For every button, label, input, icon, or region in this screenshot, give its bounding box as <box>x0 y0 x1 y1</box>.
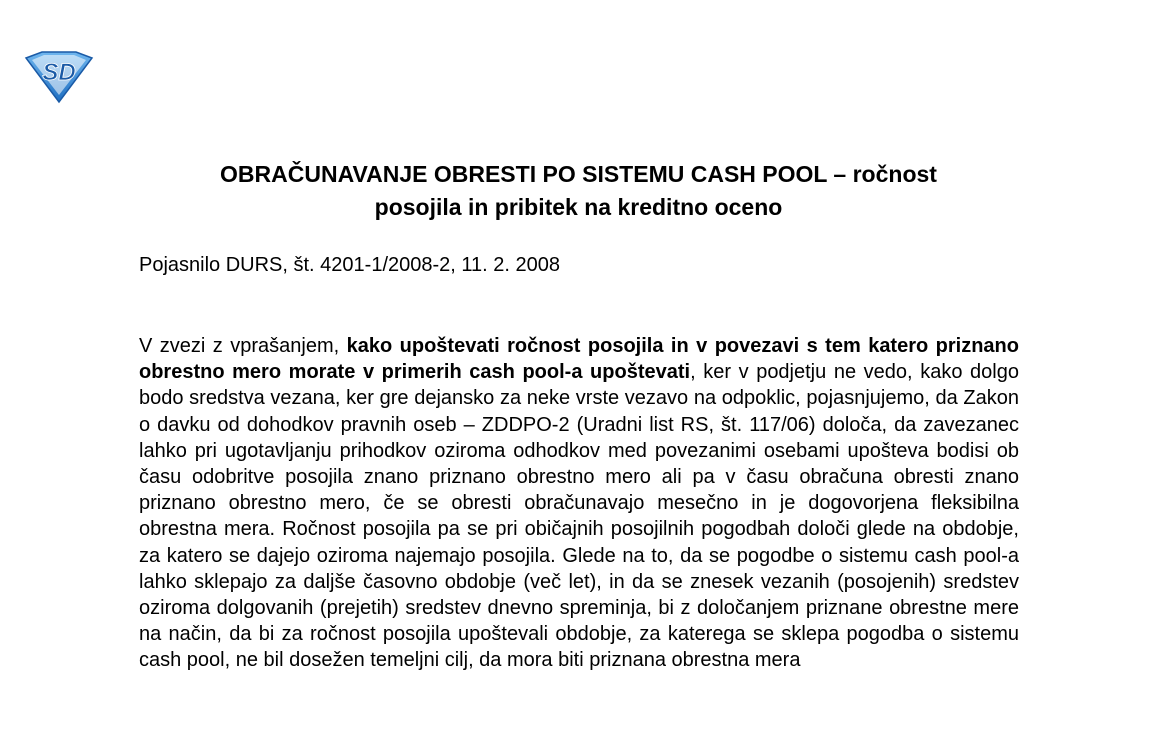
body-intro: V zvezi z vprašanjem, <box>139 335 347 357</box>
source-reference: Pojasnilo DURS, št. 4201-1/2008-2, 11. 2. 2008 <box>139 254 560 276</box>
body-rest: , ker v podjetju ne vedo, kako dolgo bodo sredstva vezana, ker gre dejansko za neke vrste vezavo na odpoklic, pojasnjujemo, da Zakon o davku od dohodkov pravnih oseb – ZDDPO-2 (Uradni list RS, št. 117/06) določa, da zavezanec lahko pri ugotavljanju prihodkov oziroma odhodkov med povezanimi osebami upošteva bodisi ob času odobritve posojila znano priznano obrestno mero ali pa v času obračuna obresti znano priznano obrestno mero, če se obresti obračunavajo mesečno in je dogovorjena fleksibilna obrestna mera. Ročnost posojila pa se pri običajnih posojilnih pogodbah določi glede na obdobje, za katero se dajejo oziroma najemajo posojila. Glede na to, da se pogodbe o sistemu cash pool-a lahko sklepajo za daljše časovno obdobje (več let), in da se znesek vezanih (posojenih) sredstev oziroma dolgovanih (prejetih) sredstev dnevno spreminja, bi z določanjem priznane obrestne mere na način, da bi za ročnost posojila upoštevali obdobje, za katerega se sklepa pogodba o sistemu cash pool, ne bil dosežen temeljni cilj, da mora biti priznana obrestna mera <box>139 361 1019 672</box>
sd-logo-icon <box>22 50 96 104</box>
svg-text:SD: SD <box>42 59 76 86</box>
document-title <box>130 158 1027 224</box>
title-line-1: OBRAČUNAVANJE OBRESTI PO SISTEMU CASH POOL – ročnost <box>220 161 937 187</box>
body-paragraph <box>139 333 1019 674</box>
title-line-2: posojila in pribitek na kreditno oceno <box>374 194 783 220</box>
body-bold-question: kako upoštevati ročnost posojila in v povezavi s tem katero priznano obrestno mero morate v primerih cash pool-a upoštevati <box>139 335 1019 384</box>
